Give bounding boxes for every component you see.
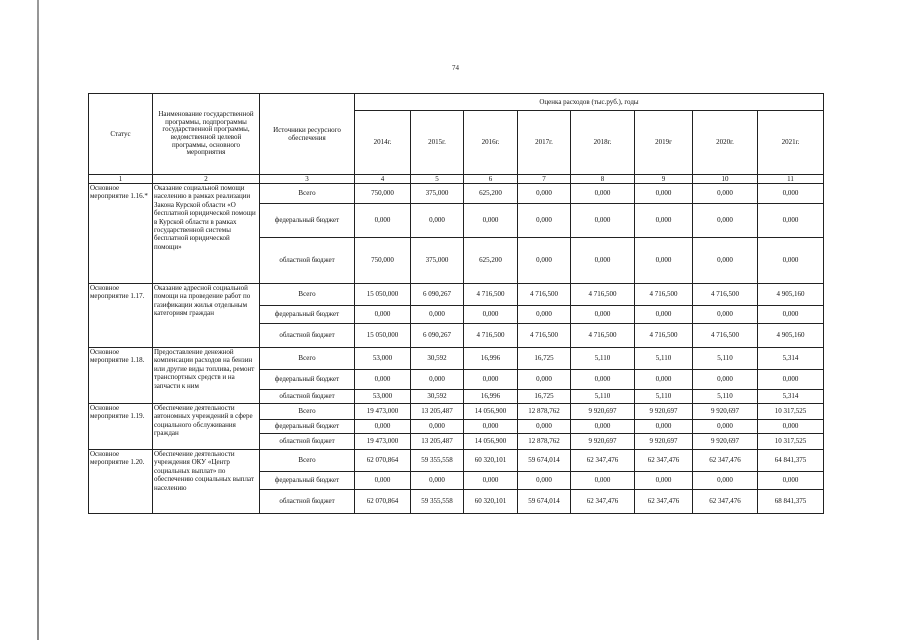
amount-cell: 0,000 xyxy=(464,306,518,324)
scan-edge-line xyxy=(37,0,39,640)
amount-cell: 0,000 xyxy=(693,472,758,490)
amount-cell: 4 716,500 xyxy=(693,324,758,348)
header-name: Наименование государственной программы, подпрограммы государственной программы, ведомственной целевой программы, основного мероприятия xyxy=(153,94,260,175)
amount-cell: 5,110 xyxy=(693,348,758,370)
header-status: Статус xyxy=(89,94,153,175)
amount-cell: 59 674,014 xyxy=(518,490,571,514)
amount-cell: 750,000 xyxy=(355,184,411,204)
measure-name: Обеспечение деятельности учреждения ОКУ «Центр социальных выплат» по обеспечению социальных выплат населению xyxy=(153,450,260,514)
measure-status: Основное мероприятие 1.18. xyxy=(89,348,153,404)
amount-cell: 0,000 xyxy=(518,306,571,324)
amount-cell: 62 347,476 xyxy=(693,450,758,472)
amount-cell: 13 205,487 xyxy=(411,434,464,450)
funding-source: Всего xyxy=(260,348,355,370)
amount-cell: 53,000 xyxy=(355,390,411,404)
amount-cell: 0,000 xyxy=(411,306,464,324)
funding-source: федеральный бюджет xyxy=(260,420,355,434)
year-header: 2016г. xyxy=(464,111,518,175)
amount-cell: 0,000 xyxy=(464,204,518,238)
column-index: 8 xyxy=(571,175,635,184)
amount-cell: 4 716,500 xyxy=(635,284,693,306)
amount-cell: 0,000 xyxy=(571,472,635,490)
amount-cell: 5,314 xyxy=(758,348,824,370)
amount-cell: 0,000 xyxy=(355,204,411,238)
amount-cell: 9 920,697 xyxy=(693,434,758,450)
amount-cell: 0,000 xyxy=(411,370,464,390)
amount-cell: 9 920,697 xyxy=(635,434,693,450)
amount-cell: 0,000 xyxy=(635,184,693,204)
amount-cell: 0,000 xyxy=(464,420,518,434)
amount-cell: 60 320,101 xyxy=(464,490,518,514)
year-header: 2018г. xyxy=(571,111,635,175)
funding-source: федеральный бюджет xyxy=(260,306,355,324)
amount-cell: 0,000 xyxy=(518,238,571,284)
amount-cell: 0,000 xyxy=(758,472,824,490)
amount-cell: 4 716,500 xyxy=(693,284,758,306)
measure-name: Обеспечение деятельности автономных учреждений в сфере социального обслуживания граждан xyxy=(153,404,260,450)
measure-status: Основное мероприятие 1.17. xyxy=(89,284,153,348)
amount-cell: 0,000 xyxy=(355,472,411,490)
funding-source: областной бюджет xyxy=(260,238,355,284)
amount-cell: 0,000 xyxy=(571,204,635,238)
amount-cell: 0,000 xyxy=(635,370,693,390)
amount-cell: 5,110 xyxy=(635,390,693,404)
amount-cell: 59 355,558 xyxy=(411,490,464,514)
amount-cell: 0,000 xyxy=(518,472,571,490)
amount-cell: 53,000 xyxy=(355,348,411,370)
amount-cell: 15 050,000 xyxy=(355,324,411,348)
funding-source: областной бюджет xyxy=(260,490,355,514)
amount-cell: 59 674,014 xyxy=(518,450,571,472)
amount-cell: 4 716,500 xyxy=(464,324,518,348)
year-header: 2017г. xyxy=(518,111,571,175)
funding-source: областной бюджет xyxy=(260,324,355,348)
table-row xyxy=(89,450,824,472)
amount-cell: 4 905,160 xyxy=(758,324,824,348)
amount-cell: 14 056,900 xyxy=(464,404,518,420)
amount-cell: 10 317,525 xyxy=(758,434,824,450)
amount-cell: 64 841,375 xyxy=(758,450,824,472)
amount-cell: 10 317,525 xyxy=(758,404,824,420)
measure-name: Оказание социальной помощи населению в рамках реализации Закона Курской области «О бесплатной юридической помощи в Курской области в рамках государственной системы бесплатной юридической помощи» xyxy=(153,184,260,284)
funding-source: Всего xyxy=(260,184,355,204)
year-header: 2019г xyxy=(635,111,693,175)
year-header: 2014г. xyxy=(355,111,411,175)
amount-cell: 5,110 xyxy=(571,390,635,404)
page-number: 74 xyxy=(452,64,459,72)
header-estimate: Оценка расходов (тыс.руб.), годы xyxy=(355,94,824,111)
amount-cell: 4 716,500 xyxy=(518,284,571,306)
header-sources: Источники ресурсного обеспечения xyxy=(260,94,355,175)
amount-cell: 16,725 xyxy=(518,348,571,370)
amount-cell: 375,000 xyxy=(411,184,464,204)
amount-cell: 62 347,476 xyxy=(571,490,635,514)
amount-cell: 6 090,267 xyxy=(411,324,464,348)
amount-cell: 62 070,864 xyxy=(355,490,411,514)
amount-cell: 0,000 xyxy=(758,204,824,238)
amount-cell: 0,000 xyxy=(571,306,635,324)
amount-cell: 0,000 xyxy=(571,184,635,204)
column-index-row xyxy=(89,175,824,184)
funding-source: федеральный бюджет xyxy=(260,370,355,390)
amount-cell: 0,000 xyxy=(411,420,464,434)
amount-cell: 0,000 xyxy=(518,370,571,390)
amount-cell: 30,592 xyxy=(411,390,464,404)
table-row xyxy=(89,404,824,420)
amount-cell: 4 716,500 xyxy=(464,284,518,306)
funding-source: Всего xyxy=(260,404,355,420)
column-index: 11 xyxy=(758,175,824,184)
amount-cell: 9 920,697 xyxy=(571,404,635,420)
amount-cell: 0,000 xyxy=(635,472,693,490)
amount-cell: 0,000 xyxy=(464,472,518,490)
amount-cell: 5,314 xyxy=(758,390,824,404)
amount-cell: 4 905,160 xyxy=(758,284,824,306)
table-body xyxy=(89,184,824,514)
amount-cell: 0,000 xyxy=(693,370,758,390)
funding-source: областной бюджет xyxy=(260,434,355,450)
table-row xyxy=(89,184,824,204)
funding-source: федеральный бюджет xyxy=(260,472,355,490)
column-index: 7 xyxy=(518,175,571,184)
amount-cell: 62 347,476 xyxy=(693,490,758,514)
amount-cell: 5,110 xyxy=(571,348,635,370)
year-header: 2015г. xyxy=(411,111,464,175)
amount-cell: 9 920,697 xyxy=(635,404,693,420)
budget-table xyxy=(88,93,824,514)
amount-cell: 0,000 xyxy=(635,420,693,434)
amount-cell: 0,000 xyxy=(693,184,758,204)
amount-cell: 30,592 xyxy=(411,348,464,370)
amount-cell: 62 347,476 xyxy=(635,450,693,472)
amount-cell: 19 473,000 xyxy=(355,434,411,450)
table-row xyxy=(89,284,824,306)
amount-cell: 14 056,900 xyxy=(464,434,518,450)
amount-cell: 0,000 xyxy=(411,204,464,238)
column-index: 10 xyxy=(693,175,758,184)
column-index: 4 xyxy=(355,175,411,184)
measure-status: Основное мероприятие 1.20. xyxy=(89,450,153,514)
column-index: 1 xyxy=(89,175,153,184)
amount-cell: 59 355,558 xyxy=(411,450,464,472)
amount-cell: 4 716,500 xyxy=(518,324,571,348)
amount-cell: 4 716,500 xyxy=(571,324,635,348)
amount-cell: 0,000 xyxy=(758,420,824,434)
amount-cell: 19 473,000 xyxy=(355,404,411,420)
funding-source: федеральный бюджет xyxy=(260,204,355,238)
amount-cell: 0,000 xyxy=(411,472,464,490)
amount-cell: 0,000 xyxy=(635,204,693,238)
amount-cell: 62 347,476 xyxy=(635,490,693,514)
column-index: 9 xyxy=(635,175,693,184)
amount-cell: 62 347,476 xyxy=(571,450,635,472)
amount-cell: 625,200 xyxy=(464,184,518,204)
amount-cell: 0,000 xyxy=(355,306,411,324)
amount-cell: 0,000 xyxy=(635,306,693,324)
year-header: 2021г. xyxy=(758,111,824,175)
amount-cell: 5,110 xyxy=(635,348,693,370)
amount-cell: 12 878,762 xyxy=(518,404,571,420)
amount-cell: 15 050,000 xyxy=(355,284,411,306)
amount-cell: 4 716,500 xyxy=(571,284,635,306)
amount-cell: 0,000 xyxy=(571,370,635,390)
amount-cell: 6 090,267 xyxy=(411,284,464,306)
amount-cell: 0,000 xyxy=(355,420,411,434)
column-index: 3 xyxy=(260,175,355,184)
amount-cell: 375,000 xyxy=(411,238,464,284)
amount-cell: 9 920,697 xyxy=(571,434,635,450)
amount-cell: 0,000 xyxy=(518,420,571,434)
funding-source: Всего xyxy=(260,450,355,472)
amount-cell: 4 716,500 xyxy=(635,324,693,348)
funding-source: областной бюджет xyxy=(260,390,355,404)
amount-cell: 16,996 xyxy=(464,390,518,404)
amount-cell: 0,000 xyxy=(693,306,758,324)
table-row xyxy=(89,348,824,370)
amount-cell: 13 205,487 xyxy=(411,404,464,420)
measure-status: Основное мероприятие 1.16.* xyxy=(89,184,153,284)
amount-cell: 625,200 xyxy=(464,238,518,284)
amount-cell: 16,996 xyxy=(464,348,518,370)
amount-cell: 62 070,864 xyxy=(355,450,411,472)
amount-cell: 0,000 xyxy=(571,420,635,434)
amount-cell: 12 878,762 xyxy=(518,434,571,450)
amount-cell: 0,000 xyxy=(758,306,824,324)
amount-cell: 750,000 xyxy=(355,238,411,284)
measure-status: Основное мероприятие 1.19. xyxy=(89,404,153,450)
year-header: 2020г. xyxy=(693,111,758,175)
column-index: 2 xyxy=(153,175,260,184)
amount-cell: 0,000 xyxy=(758,238,824,284)
amount-cell: 5,110 xyxy=(693,390,758,404)
amount-cell: 0,000 xyxy=(693,238,758,284)
amount-cell: 0,000 xyxy=(693,204,758,238)
amount-cell: 0,000 xyxy=(355,370,411,390)
amount-cell: 0,000 xyxy=(571,238,635,284)
amount-cell: 0,000 xyxy=(758,370,824,390)
column-index: 5 xyxy=(411,175,464,184)
measure-name: Предоставление денежной компенсации расходов на бензин или другие виды топлива, ремонт транспортных средств и на запчасти к ним xyxy=(153,348,260,404)
amount-cell: 0,000 xyxy=(464,370,518,390)
amount-cell: 16,725 xyxy=(518,390,571,404)
funding-source: Всего xyxy=(260,284,355,306)
amount-cell: 0,000 xyxy=(758,184,824,204)
amount-cell: 9 920,697 xyxy=(693,404,758,420)
amount-cell: 0,000 xyxy=(518,204,571,238)
amount-cell: 60 320,101 xyxy=(464,450,518,472)
column-index: 6 xyxy=(464,175,518,184)
amount-cell: 0,000 xyxy=(693,420,758,434)
measure-name: Оказание адресной социальной помощи на проведение работ по газификации жилья отдельным категориям граждан xyxy=(153,284,260,348)
amount-cell: 68 841,375 xyxy=(758,490,824,514)
amount-cell: 0,000 xyxy=(518,184,571,204)
amount-cell: 0,000 xyxy=(635,238,693,284)
